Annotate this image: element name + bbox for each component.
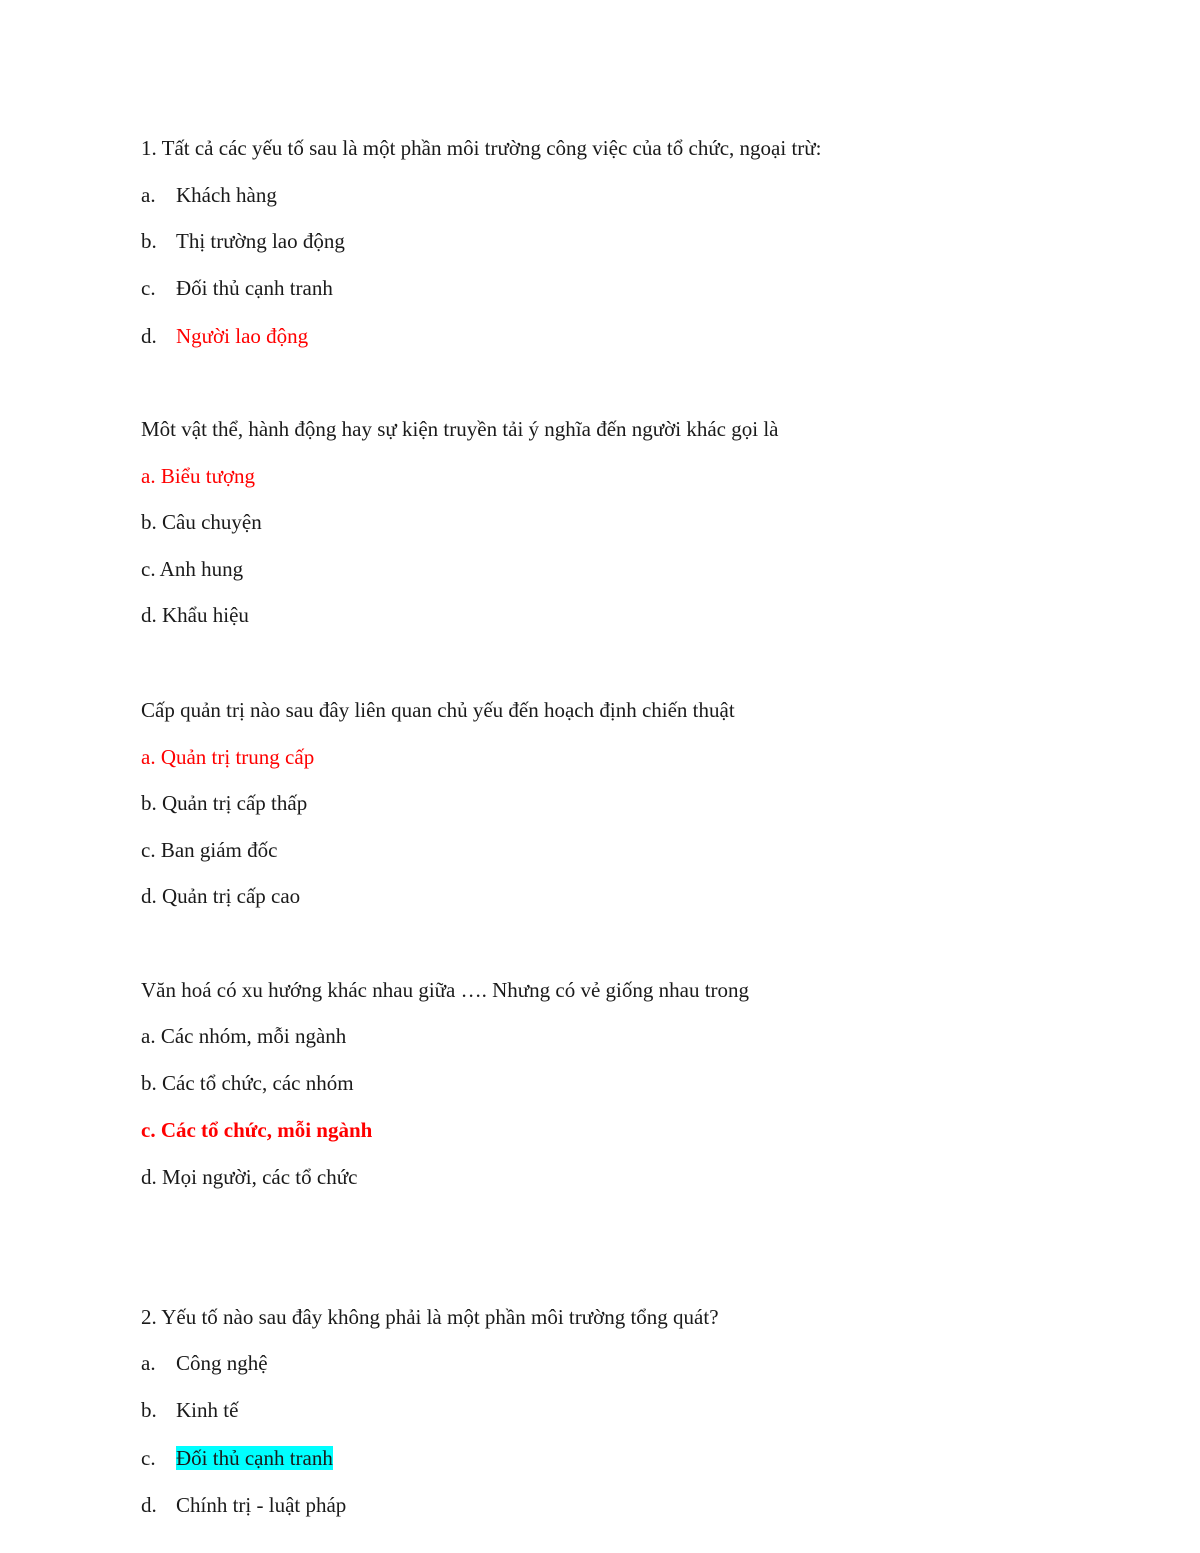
culture-option-d: d. Mọi người, các tổ chức <box>141 1165 358 1189</box>
option-text: Chính trị - luật pháp <box>176 1493 347 1517</box>
q1-option-b <box>141 227 345 255</box>
culture-option-c-correct: c. Các tổ chức, mỗi ngành <box>141 1118 373 1142</box>
level-option-d: d. Quản trị cấp cao <box>141 884 301 908</box>
highlighted-answer-text: Đối thủ cạnh tranh <box>176 1446 333 1470</box>
option-marker: c. <box>141 276 156 300</box>
question-text: Yếu tố nào sau đây không phải là một phần môi trường tổng quát? <box>161 1305 719 1329</box>
question-management-level: Cấp quản trị nào sau đây liên quan chủ yếu đến hoạch định chiến thuật <box>141 698 735 722</box>
option-marker: b. <box>141 1398 157 1422</box>
level-option-c: c. Ban giám đốc <box>141 838 278 862</box>
option-text: Kinh tế <box>176 1398 239 1422</box>
question-culture: Văn hoá có xu hướng khác nhau giữa …. Nhưng có vẻ giống nhau trong <box>141 978 750 1002</box>
q1-option-a <box>141 181 277 209</box>
q2-option-b <box>141 1396 238 1424</box>
option-marker: a. <box>141 1351 156 1375</box>
question-2 <box>141 1303 719 1331</box>
option-text: Khách hàng <box>176 183 277 207</box>
question-text: Tất cả các yếu tố sau là một phần môi trường công việc của tổ chức, ngoại trừ: <box>161 136 822 160</box>
option-marker: b. <box>141 229 157 253</box>
option-marker: d. <box>141 324 157 348</box>
question-number: 1. <box>141 136 157 160</box>
question-number: 2. <box>141 1305 157 1329</box>
q1-option-c <box>141 274 333 302</box>
question-1 <box>141 134 821 162</box>
option-marker: a. <box>141 183 156 207</box>
correct-answer-text: Người lao động <box>176 324 309 348</box>
symbol-option-c: c. Anh hung <box>141 557 244 581</box>
option-marker: d. <box>141 1493 157 1517</box>
level-option-a-correct: a. Quản trị trung cấp <box>141 745 315 769</box>
symbol-option-d: d. Khẩu hiệu <box>141 603 249 627</box>
culture-option-b: b. Các tổ chức, các nhóm <box>141 1071 354 1095</box>
q2-option-a <box>141 1349 268 1377</box>
question-symbol: Môt vật thể, hành động hay sự kiện truyền tải ý nghĩa đến người khác gọi là <box>141 417 779 441</box>
q2-option-d <box>141 1491 346 1519</box>
option-text: Đối thủ cạnh tranh <box>176 276 333 300</box>
q2-option-c-correct <box>141 1444 333 1472</box>
q1-option-d-correct <box>141 322 308 350</box>
culture-option-a: a. Các nhóm, mỗi ngành <box>141 1024 347 1048</box>
option-text: Công nghệ <box>176 1351 268 1375</box>
symbol-option-b: b. Câu chuyện <box>141 510 262 534</box>
option-text: Thị trường lao động <box>176 229 345 253</box>
symbol-option-a-correct: a. Biểu tượng <box>141 464 256 488</box>
level-option-b: b. Quản trị cấp thấp <box>141 791 308 815</box>
option-marker: c. <box>141 1446 156 1470</box>
